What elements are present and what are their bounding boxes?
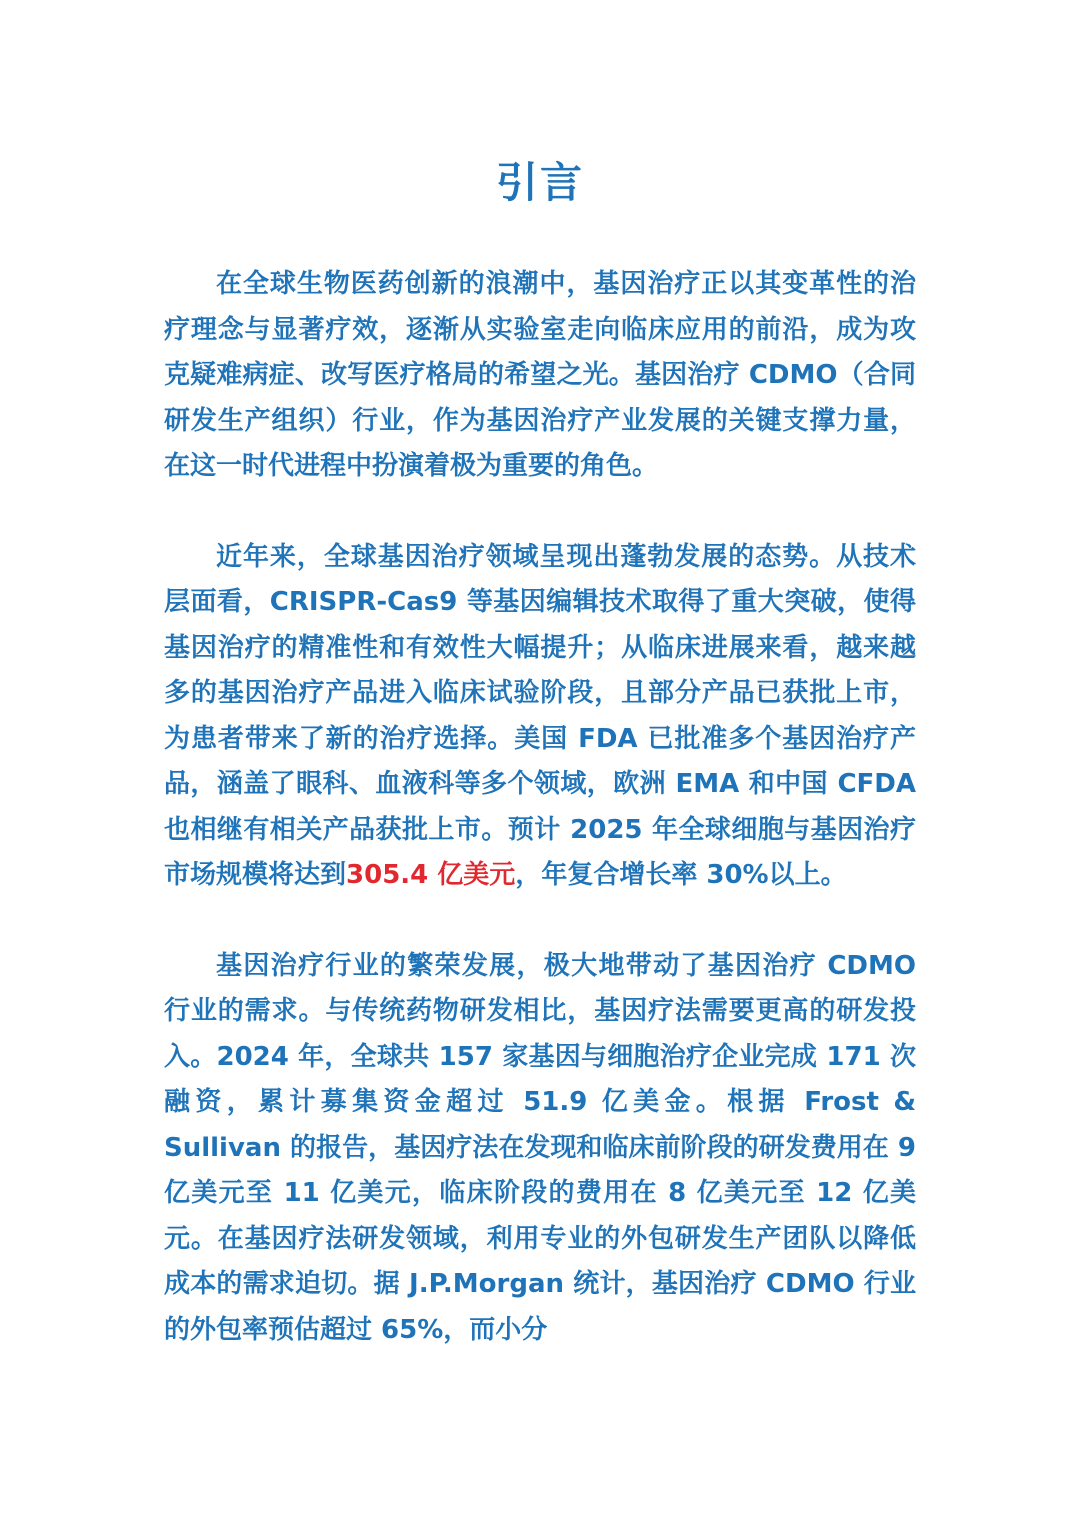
article-body	[164, 262, 916, 1353]
paragraph-intro: 在全球生物医药创新的浪潮中，基因治疗正以其变革性的治疗理念与显著疗效，逐渐从实验室走向临床应用的前沿，成为攻克疑难病症、改写医疗格局的希望之光。基因治疗 CDMO（合同研发生产组织）行业，作为基因治疗产业发展的关键支撑力量，在这一时代进程中扮演着极为重要的角色。	[164, 269, 916, 481]
paragraph-market-trend-tail: ，年复合增长率 30%以上。	[515, 860, 847, 890]
paragraph-cdmo-demand: 基因治疗行业的繁荣发展，极大地带动了基因治疗 CDMO 行业的需求。与传统药物研发相比，基因疗法需要更高的研发投入。2024 年，全球共 157 家基因与细胞治疗企业完成 171 次融资，累计募集资金超过 51.9 亿美金。根据 Frost & Sullivan 的报告，基因疗法在发现和临床前阶段的研发费用在 9 亿美元至 11 亿美元，临床阶段的费用在 8 亿美元至 12 亿美元。在基因疗法研发领域，利用专业的外包研发生产团队以降低成本的需求迫切。据 J.P.Morgan 统计，基因治疗 CDMO 行业的外包率预估超过 65%，而小分	[164, 950, 916, 1345]
page-title: 引言	[495, 158, 584, 207]
market-size-highlight: 305.4 亿美元	[346, 860, 516, 890]
paragraph-market-trend	[164, 535, 916, 899]
paragraph-market-trend-text: 近年来，全球基因治疗领域呈现出蓬勃发展的态势。从技术层面看，CRISPR-Cas9 等基因编辑技术取得了重大突破，使得基因治疗的精准性和有效性大幅提升；从临床进展来看，越来越多的基因治疗产品进入临床试验阶段，且部分产品已获批上市，为患者带来了新的治疗选择。美国 FDA 已批准多个基因治疗产品，涵盖了眼科、血液科等多个领域，欧洲 EMA 和中国 CFDA 也相继有相关产品获批上市。预计 2025 年全球细胞与基因治疗市场规模将达到	[164, 541, 916, 890]
